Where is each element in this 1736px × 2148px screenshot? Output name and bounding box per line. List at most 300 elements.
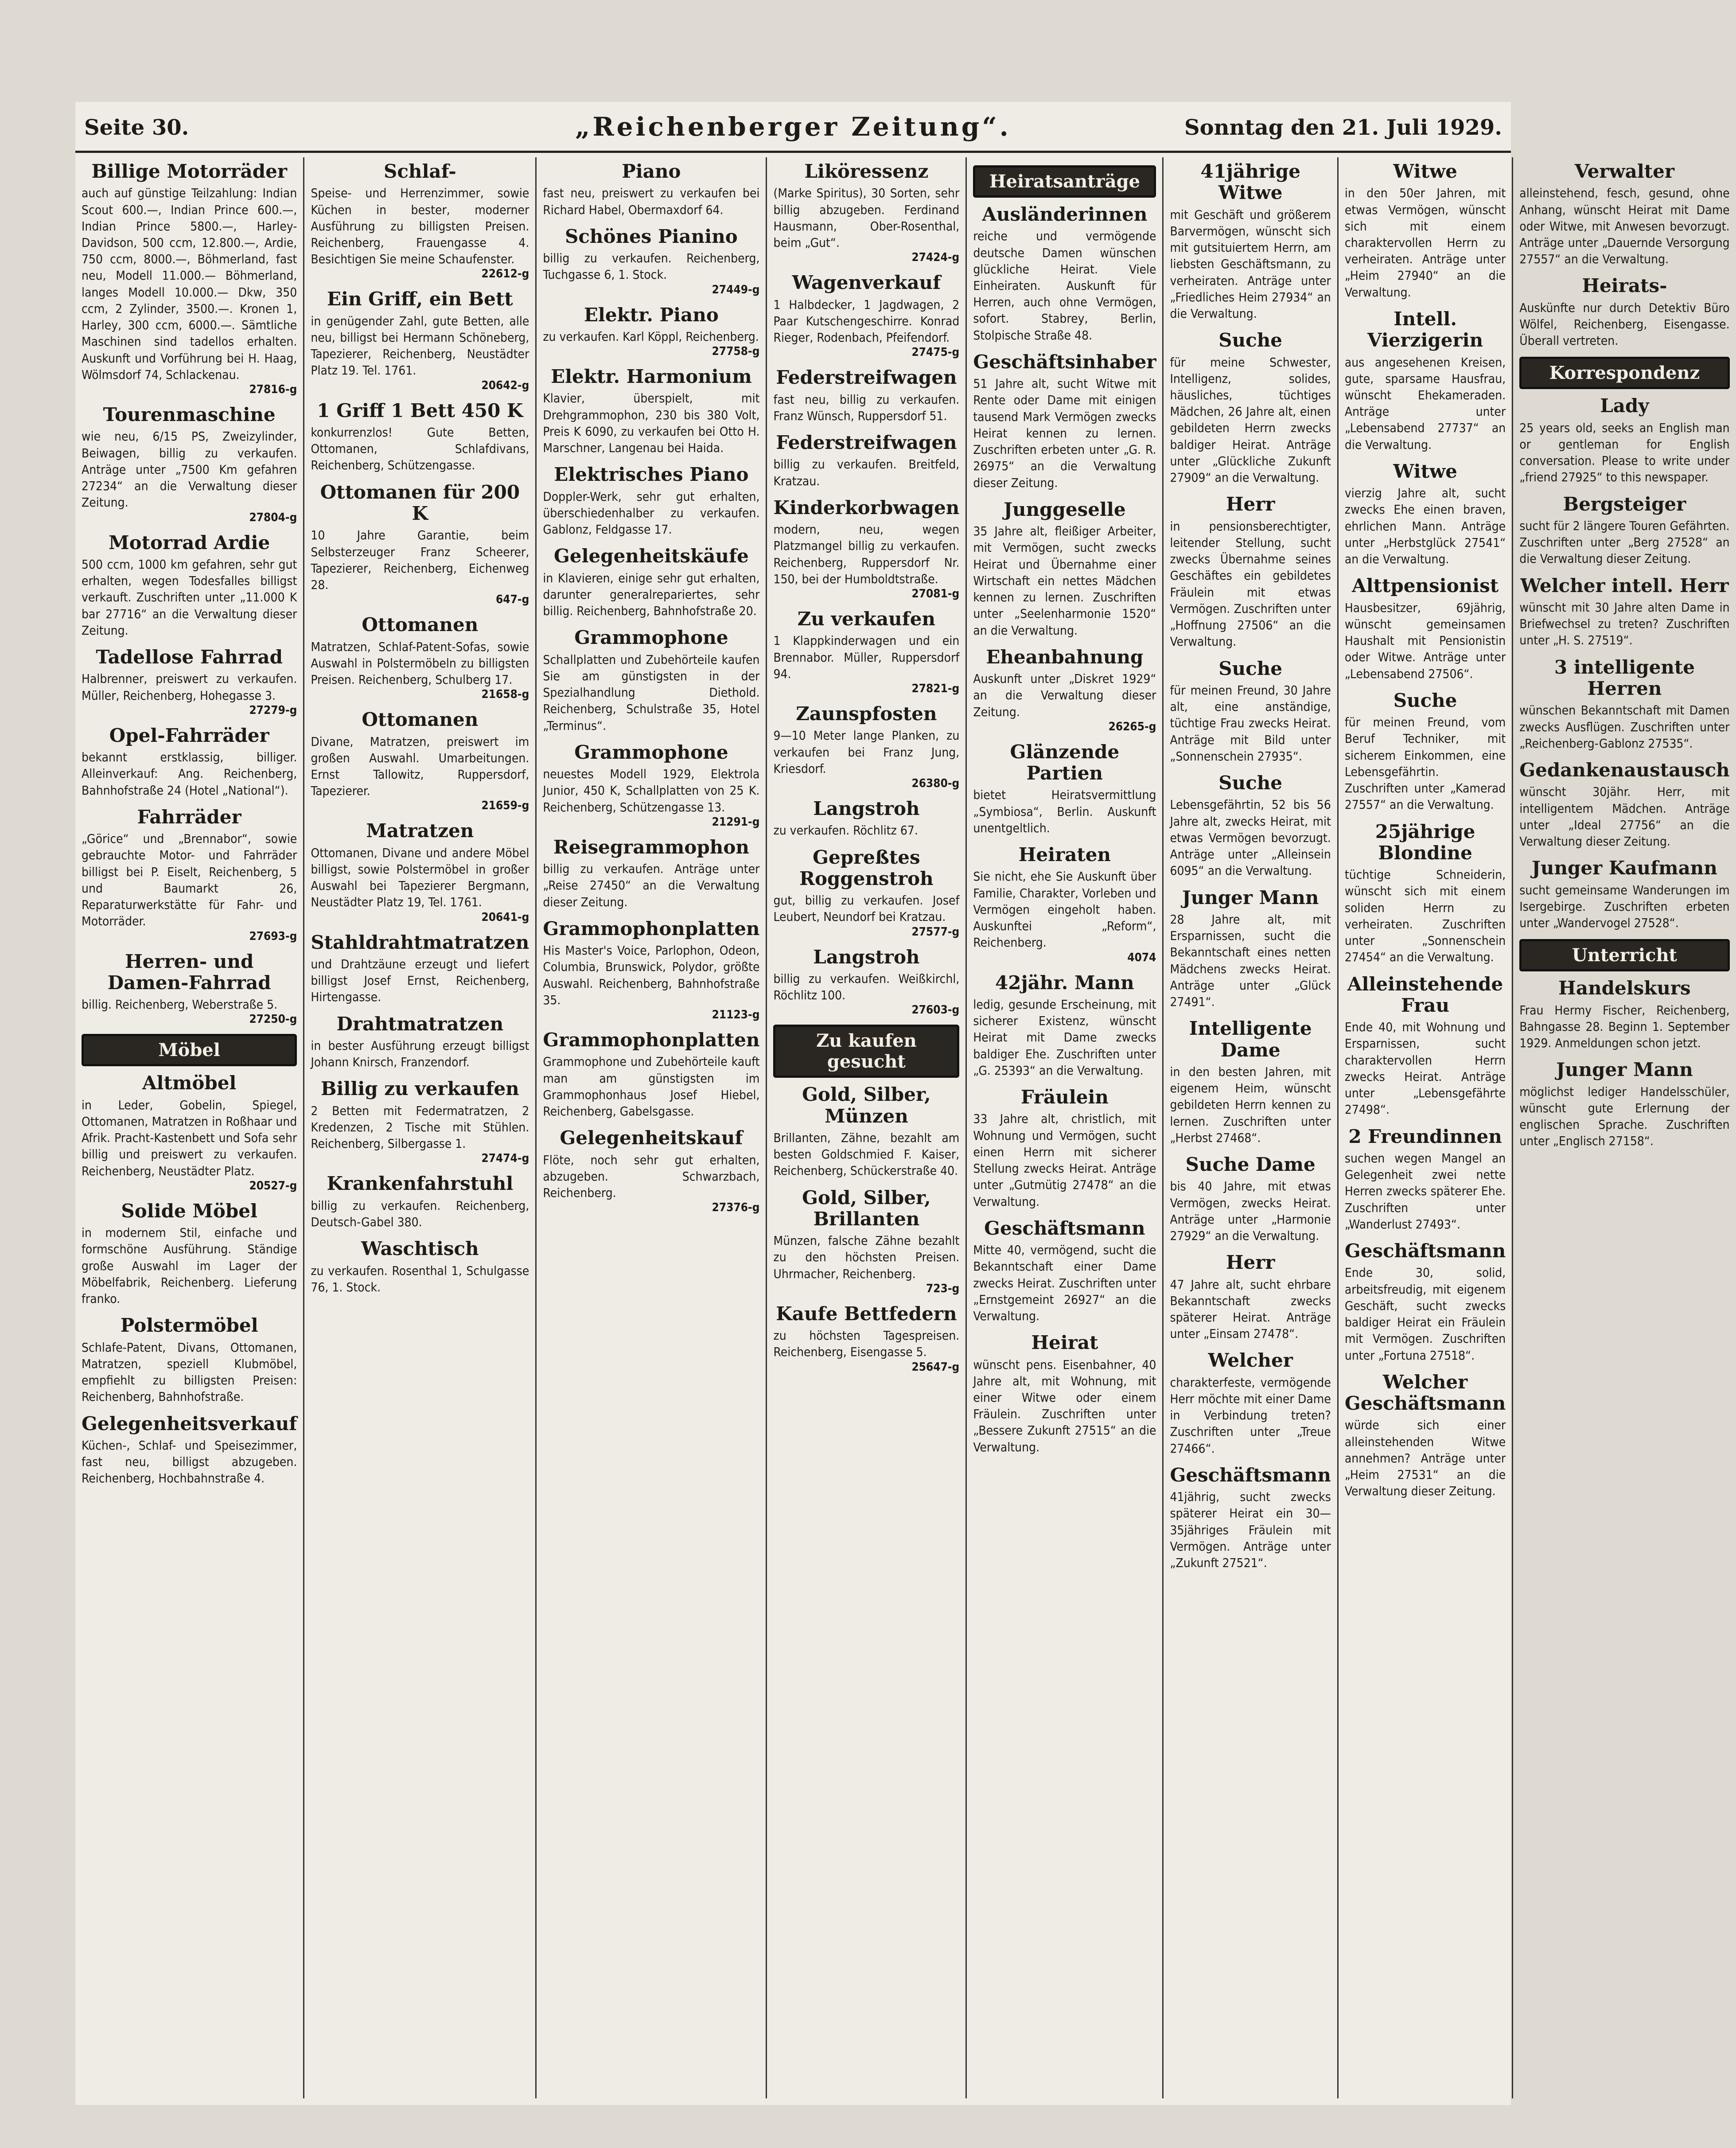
ad-heading: Fahrräder — [137, 806, 241, 828]
ad-body: modern, neu, wegen Platzmangel billig zu verkaufen. Reichenberg, Ruppersdorf Nr. 150, bei der Humboldtstraße. — [773, 522, 960, 586]
ad-body: billig zu verkaufen. Reichenberg, Deutsch-Gabel 380. — [311, 1198, 529, 1229]
ad-body: Ottomanen, Divane und andere Möbel billigst, sowie Polstermöbel in großer Auswahl bei Tapezierer Bergmann, Neustädter Platz 19, Tel. 1761. — [311, 845, 529, 910]
ad-body: wünscht mit 30 Jahre alten Dame in Briefwechsel zu treten? Zuschriften unter „H. S. 27519“. — [1519, 600, 1730, 648]
ad-heading: Motorrad Ardie — [109, 531, 270, 554]
ad-heading: 42jähr. Mann — [995, 971, 1134, 994]
classified-ad — [1519, 978, 1729, 1051]
ad-columns — [75, 157, 1730, 2098]
ad-heading: Altmöbel — [142, 1072, 237, 1094]
ad-body: 51 Jahre alt, sucht Witwe mit Rente oder Dame mit einigen tausend Mark Vermögen zwecks Heirat kennen zu lernen. Zuschriften erbeten unter „G. R. 26975“ an die Verwaltung dieser Zeitung. — [973, 376, 1156, 490]
classified-ad — [973, 1087, 1156, 1210]
ad-heading: Bergsteiger — [1563, 493, 1686, 515]
classified-ad — [1170, 494, 1331, 650]
ad-body: 9—10 Meter lange Planken, zu verkaufen bei Franz Jung, Kriesdorf. — [773, 728, 960, 776]
classified-ad — [543, 627, 759, 733]
ad-code: 27804-g — [249, 511, 297, 524]
ad-code: 26380-g — [911, 777, 960, 790]
ad-code: 21658-g — [481, 688, 529, 702]
ad-heading: Schlaf- — [384, 160, 456, 182]
ad-body: mit Geschäft und größerem Barvermögen, wünscht sich mit gutsituiertem Herrn, am liebsten Geschäftsmann, zu verheiraten. Anträge unter „Friedliches Heim 27934“ an die Verwaltung. — [1170, 207, 1331, 321]
ad-body: in genügender Zahl, gute Betten, alle neu, billigst bei Hermann Schöneberg, Tapezierer, Reichenberg, Neustädter Platz 19. Tel. 1761. — [311, 313, 529, 378]
ad-heading: Elektrisches Piano — [554, 464, 749, 486]
classified-ad — [543, 226, 759, 296]
classified-ad — [543, 304, 759, 359]
ad-heading: Ausländerinnen — [982, 203, 1148, 225]
ad-heading: Krankenfahrstuhl — [327, 1173, 514, 1195]
ad-heading: Alleinstehende Frau — [1347, 973, 1503, 1016]
classified-ad — [1170, 1350, 1331, 1456]
ad-code: 27816-g — [249, 383, 297, 397]
ad-heading: Tourenmaschine — [103, 404, 276, 426]
ad-body: Flöte, noch sehr gut erhalten, abzugeben. Schwarzbach, Reichenberg. — [543, 1152, 760, 1200]
classified-ad — [1519, 494, 1729, 567]
ad-body: Halbrenner, preiswert zu verkaufen. Müller, Reichenberg, Hohegasse 3. — [82, 671, 297, 703]
ad-body: 41jährig, sucht zwecks späterer Heirat ein 30—35jähriges Fräulein mit Vermögen. Anträge unter „Zukunft 27521“. — [1170, 1489, 1331, 1571]
ad-code: 20642-g — [481, 378, 529, 392]
classified-ad — [1170, 887, 1331, 1010]
column-3 — [537, 157, 767, 2098]
ad-body: 28 Jahre alt, mit Ersparnissen, sucht die Bekanntschaft eines netten Mädchens zwecks Heirat. Anträge unter „Glück 27491“. — [1170, 912, 1331, 1009]
classified-ad — [1170, 1252, 1331, 1342]
ad-body: wünscht pens. Eisenbahner, 40 Jahre alt, mit Wohnung, mit einer Witwe oder einem Fräulein. Zuschriften unter „Bessere Zukunft 27515“ an die Verwaltung. — [973, 1357, 1156, 1454]
ad-heading: Gepreßtes Roggenstroh — [799, 846, 934, 889]
ad-heading: Grammophonplatten — [543, 917, 760, 940]
ad-code: 723-g — [926, 1282, 960, 1295]
ad-heading: Glänzende Partien — [1010, 741, 1120, 784]
ad-body: in den besten Jahren, mit eigenem Heim, wünscht gebildeten Herrn kennen zu lernen. Zuschriften unter „Herbst 27468“. — [1170, 1064, 1331, 1145]
ad-body: Klavier, überspielt, mit Drehgrammophon, 230 bis 380 Volt, Preis K 6090, zu verkaufen bei Otto H. Marschner, Langenau bei Haida. — [543, 391, 760, 456]
ad-heading: Verwalter — [1574, 160, 1675, 182]
ad-code: 21659-g — [481, 799, 529, 813]
ad-code: 27081-g — [911, 587, 960, 600]
ad-body: Lebensgefährtin, 52 bis 56 Jahre alt, zwecks Heirat, mit etwas Vermögen bevorzugt. Anträge unter „Alleinsein 6095“ an die Verwaltung. — [1170, 797, 1331, 878]
ad-code: 647-g — [496, 593, 529, 607]
ad-body: zu verkaufen. Rosenthal 1, Schulgasse 76, 1. Stock. — [311, 1263, 529, 1294]
classified-ad — [1345, 1372, 1506, 1500]
classified-ad — [773, 798, 959, 839]
ad-heading: Ein Griff, ein Bett — [327, 288, 513, 310]
ad-heading: Stahldrahtmatratzen — [311, 931, 529, 953]
classified-ad — [1170, 1465, 1331, 1571]
classified-ad — [311, 709, 529, 812]
newspaper-page — [75, 102, 1730, 2105]
ad-heading: Billig zu verkaufen — [320, 1078, 519, 1100]
ad-code: 27279-g — [249, 703, 297, 717]
classified-ad — [1519, 1059, 1729, 1149]
ad-code: 21291-g — [712, 815, 760, 829]
ad-body: Auskünfte nur durch Detektiv Büro Wölfel, Reichenberg, Eisengasse. Überall vertreten. — [1519, 300, 1730, 348]
classified-ad — [1519, 395, 1729, 485]
classified-ad — [1345, 690, 1506, 813]
ad-body: wünscht 30jähr. Herr, mit intelligentem Mädchen. Anträge unter „Ideal 27756“ an die Verwaltung dieser Zeitung. — [1519, 784, 1730, 849]
ad-heading: Geschäftsinhaber — [973, 351, 1156, 373]
ad-heading: Suche — [1218, 329, 1282, 351]
classified-ad — [311, 482, 529, 607]
classified-ad — [1519, 657, 1729, 752]
ad-heading: Suche — [1393, 689, 1457, 711]
ad-body: neuestes Modell 1929, Elektrola Junior, 450 K, Schallplatten von 25 K. Reichenberg, Schützengasse 13. — [543, 767, 760, 815]
ad-body: vierzig Jahre alt, sucht zwecks Ehe einen braven, ehrlichen Mann. Anträge unter „Herbstglück 27541“ an die Verwaltung. — [1344, 486, 1506, 567]
classified-ad — [1345, 1126, 1506, 1232]
ad-code: 4074 — [1127, 951, 1156, 964]
ad-heading: Schönes Pianino — [565, 225, 738, 247]
ad-body: alleinstehend, fesch, gesund, ohne Anhang, wünscht Heirat mit Dame oder Witwe, mit Anwesen bevorzugt. Anträge unter „Dauernde Versorgung 27557“ an die Verwaltung. — [1519, 186, 1730, 267]
classified-ad — [973, 1332, 1156, 1455]
column-4 — [767, 157, 967, 2098]
classified-ad — [1170, 1154, 1331, 1244]
classified-ad — [82, 951, 297, 1026]
ad-heading: Drahtmatratzen — [336, 1013, 504, 1035]
classified-ad — [1519, 760, 1729, 850]
classified-ad — [773, 497, 959, 600]
ad-body: auch auf günstige Teilzahlung: Indian Scout 600.—, Indian Prince 600.—, Indian Prince 5800.—, Harley-Davidson, 500 ccm, 12.800.—, Ardie, 750 ccm, 8000.—, Böhmerland, fast neu, Modell 11.000.— Böhmerland, langes Modell 10.000.— Dkw, 350 ccm, 2 Zylinder, 3500.—. Kronen 1, Harley, 300 ccm, 6000.—. Sämtliche Maschinen sind tadellos erhalten. Auskunft und Vorführung bei H. Haag, Wölmsdorf 74, Schlackenau. — [82, 186, 297, 382]
ad-body: billig zu verkaufen. Weißkirchl, Röchlitz 100. — [773, 971, 960, 1003]
ad-heading: Geschäftsmann — [1344, 1240, 1506, 1262]
ad-code: 27821-g — [911, 682, 960, 695]
ad-body: würde sich einer alleinstehenden Witwe annehmen? Anträge unter „Heim 27531“ an die Verwaltung dieser Zeitung. — [1344, 1418, 1506, 1499]
ad-heading: Heirats- — [1582, 275, 1667, 297]
ad-body: Schallplatten und Zubehörteile kaufen Sie am günstigsten in der Spezialhandlung Diethold. Reichenberg, Schulstraße 35, Hotel „Terminus“. — [543, 652, 760, 733]
ad-body: Speise- und Herrenzimmer, sowie Küchen in bester, moderner Ausführung zu billigsten Preisen. Reichenberg, Frauengasse 4. Besichtigen Sie meine Schaufenster. — [311, 186, 529, 267]
ad-heading: 3 intelligente Herren — [1554, 656, 1695, 699]
masthead — [75, 102, 1511, 153]
ad-body: Mitte 40, vermögend, sucht die Bekanntschaft einer Dame zwecks Heirat. Zuschriften unter „Ernstgemeint 26927“ an die Verwaltung. — [973, 1243, 1156, 1323]
ad-body: billig zu verkaufen. Anträge unter „Reise 27450“ an die Verwaltung dieser Zeitung. — [543, 862, 760, 909]
ad-heading: Wagenverkauf — [792, 272, 941, 294]
classified-ad — [973, 499, 1156, 639]
ad-body: billig zu verkaufen. Breitfeld, Kratzau. — [773, 457, 960, 488]
ad-heading: Gedankenaustausch — [1519, 759, 1730, 781]
classified-ad — [311, 161, 529, 281]
ad-heading: 1 Griff 1 Bett 450 K — [317, 399, 523, 421]
classified-ad — [543, 1029, 759, 1119]
ad-code: 20527-g — [249, 1179, 297, 1193]
ad-body: sucht gemeinsame Wanderungen im Isergebirge. Zuschriften erbeten unter „Wandervogel 27528“. — [1519, 882, 1730, 930]
ad-heading: Junger Kaufmann — [1532, 857, 1717, 879]
section-header-unterricht: Unterricht — [1519, 939, 1729, 971]
ad-code: 25647-g — [911, 1360, 960, 1374]
classified-ad — [773, 367, 959, 424]
ad-body: zu höchsten Tagespreisen. Reichenberg, Eisengasse 5. — [773, 1328, 960, 1360]
classified-ad — [311, 400, 529, 474]
ad-body: in modernem Stil, einfache und formschöne Ausführung. Ständige große Auswahl im Lager der Möbelfabrik, Reichenberg. Lieferung franko. — [82, 1225, 297, 1306]
ad-heading: Elektr. Harmonium — [551, 366, 752, 388]
ad-body: Ende 30, solid, arbeitsfreudig, mit eigenem Geschäft, sucht zwecks baldiger Heirat ein Fräulein mit Vermögen. Zuschriften unter „Fortuna 27518“. — [1344, 1265, 1506, 1363]
classified-ad — [773, 1187, 959, 1295]
ad-heading: Gold, Silber, Brillanten — [802, 1186, 931, 1230]
ad-body: charakterfeste, vermögende Herr möchte mit einer Dame in Verbindung treten? Zuschriften unter „Treue 27466“. — [1170, 1375, 1331, 1456]
ad-body: Doppler-Werk, sehr gut erhalten, überschiedenhalber zu verkaufen. Gablonz, Feldgasse 17. — [543, 489, 760, 537]
classified-ad — [973, 844, 1156, 964]
ad-heading: Tadellose Fahrrad — [96, 646, 283, 668]
classified-ad — [1519, 858, 1729, 931]
ad-body: ledig, gesunde Erscheinung, mit sicherer Existenz, wünscht Heirat mit Dame zwecks baldiger Ehe. Zuschriften unter „G. 25393“ an die Verwaltung. — [973, 997, 1156, 1078]
ad-code: 27475-g — [911, 346, 960, 359]
ad-code: 27424-g — [911, 251, 960, 265]
ad-heading: Intell. Vierzigerin — [1367, 308, 1483, 351]
section-header-heiratsantraege: Heiratsanträge — [973, 165, 1156, 198]
classified-ad — [543, 366, 759, 456]
classified-ad — [973, 972, 1156, 1079]
classified-ad — [973, 741, 1156, 836]
ad-heading: Witwe — [1393, 160, 1457, 182]
classified-ad — [311, 288, 529, 392]
ad-heading: Alttpensionist — [1352, 575, 1499, 597]
ad-heading: Grammophone — [574, 741, 728, 763]
classified-ad — [82, 1315, 297, 1405]
ad-heading: Junggeselle — [1004, 498, 1126, 520]
ad-body: wünschen Bekanntschaft mit Damen zwecks Ausflügen. Zuschriften unter „Reichenberg-Gablonz 27535“. — [1519, 703, 1730, 751]
classified-ad — [773, 947, 959, 1017]
ad-heading: Grammophonplatten — [543, 1029, 760, 1051]
ad-heading: Welcher Geschäftsmann — [1344, 1371, 1506, 1415]
ad-body: in den 50er Jahren, mit etwas Vermögen, wünscht sich mit einem charaktervollen Herrn zu verheiraten. Anträge unter „Heim 27940“ an die Verwaltung. — [1344, 186, 1506, 300]
classified-ad — [1345, 974, 1506, 1118]
ad-code: 26265-g — [1108, 720, 1156, 733]
ad-code: 27250-g — [249, 1013, 297, 1026]
ad-body: reiche und vermögende deutsche Damen wünschen glückliche Heirat. Viele Einheiraten. Auskunft für Herren, auch ohne Vermögen, sofort. Stabrey, Berlin, Stolpische Straße 48. — [973, 229, 1156, 343]
classified-ad — [82, 725, 297, 799]
ad-heading: Gelegenheitsverkauf — [82, 1412, 297, 1435]
ad-heading: Ottomanen — [362, 709, 479, 731]
column-8 — [1513, 157, 1736, 2098]
classified-ad — [773, 703, 959, 790]
classified-ad — [82, 1072, 297, 1192]
classified-ad — [311, 932, 529, 1006]
ad-body: 10 Jahre Garantie, beim Selbsterzeuger Franz Scheerer, Tapezierer, Reichenberg, Eichenweg 28. — [311, 528, 529, 592]
ad-heading: Gelegenheitskäufe — [554, 545, 749, 567]
ad-body: bekannt erstklassig, billiger. Alleinverkauf: Ang. Reichenberg, Bahnhofstraße 24 (Hotel „National“). — [82, 750, 297, 798]
classified-ad — [311, 1238, 529, 1295]
column-6 — [1164, 157, 1338, 2098]
classified-ad — [1345, 161, 1506, 300]
ad-heading: Federstreifwagen — [776, 432, 957, 453]
ad-heading: Billige Motorräder — [91, 160, 287, 182]
classified-ad — [311, 1173, 529, 1230]
ad-body: sucht für 2 längere Touren Gefährten. Zuschriften unter „Berg 27528“ an die Verwaltung dieser Zeitung. — [1519, 518, 1730, 566]
classified-ad — [82, 161, 297, 396]
ad-heading: 2 Freundinnen — [1348, 1125, 1502, 1147]
ad-heading: Piano — [622, 160, 681, 182]
ad-body: Küchen-, Schlaf- und Speisezimmer, fast neu, billigst abzugeben. Reichenberg, Hochbahnstraße 4. — [82, 1438, 297, 1486]
ad-heading: Lady — [1600, 395, 1649, 417]
classified-ad — [311, 1078, 529, 1165]
classified-ad — [82, 532, 297, 639]
ad-body: bietet Heiratsvermittlung „Symbiosa“, Berlin. Auskunft unentgeltlich. — [973, 787, 1156, 835]
ad-heading: Opel-Fahrräder — [109, 724, 269, 746]
ad-heading: Herr — [1226, 493, 1275, 515]
ad-body: in Klavieren, einige sehr gut erhalten, darunter generalrepariertes, sehr billig. Reichenberg, Bahnhofstraße 20. — [543, 570, 760, 619]
classified-ad — [543, 742, 759, 829]
classified-ad — [773, 432, 959, 489]
ad-body: suchen wegen Mangel an Gelegenheit zwei nette Herren zwecks späterer Ehe. Zuschriften unter „Wanderlust 27493“. — [1344, 1150, 1506, 1232]
classified-ad — [773, 1084, 959, 1179]
classified-ad — [543, 1127, 759, 1214]
classified-ad — [543, 546, 759, 619]
ad-body: in Leder, Gobelin, Spiegel, Ottomanen, Matratzen in Roßhaar und Afrik. Pracht-Kastenbett und Sofa sehr billig und preiswert zu verkaufen. Reichenberg, Neustädter Platz. — [82, 1097, 297, 1178]
ad-heading: Reisegrammophon — [553, 836, 749, 858]
ad-heading: Eheanbahnung — [986, 646, 1144, 668]
ad-heading: Suche Dame — [1185, 1153, 1316, 1175]
classified-ad — [1170, 161, 1331, 322]
ad-body: Divane, Matratzen, preiswert im großen Auswahl. Umarbeitungen. Ernst Tallowitz, Ruppersdorf, Tapezierer. — [311, 734, 529, 799]
ad-body: bis 40 Jahre, mit etwas Vermögen, zwecks Heirat. Anträge unter „Harmonie 27929“ an die Verwaltung. — [1170, 1179, 1331, 1243]
classified-ad — [1519, 161, 1729, 267]
ad-code: 27474-g — [481, 1152, 529, 1166]
classified-ad — [82, 1413, 297, 1487]
ad-body: für meine Schwester, Intelligenz, solides, häusliches, tüchtiges Mädchen, 26 Jahre alt, einen gebildeten Herrn zwecks baldiger Heirat. Anträge unter „Glückliche Zukunft 27909“ an die Verwaltung. — [1170, 355, 1331, 485]
ad-body: Matratzen, Schlaf-Patent-Sofas, sowie Auswahl in Polstermöbeln zu billigsten Preisen. Reichenberg, Schulberg 17. — [311, 639, 529, 687]
classified-ad — [1345, 821, 1506, 966]
ad-body: Frau Hermy Fischer, Reichenberg, Bahngasse 28. Beginn 1. September 1929. Anmeldungen schon jetzt. — [1519, 1002, 1730, 1050]
ad-heading: Junger Mann — [1556, 1059, 1693, 1081]
ad-body: aus angesehenen Kreisen, gute, sparsame Hausfrau, wünscht Ehekameraden. Anträge unter „Lebensabend 27737“ an die Verwaltung. — [1344, 355, 1506, 452]
ad-body: 1 Halbdecker, 1 Jagdwagen, 2 Paar Kutschengeschirre. Konrad Rieger, Rodenbach, Pfeifendorf. — [773, 297, 960, 345]
classified-ad — [1170, 1018, 1331, 1146]
ad-code: 27693-g — [249, 929, 297, 943]
ad-body: 25 years old, seeks an English man or gentleman for English conversation. Please to write under „friend 27925“ to this newspaper. — [1519, 420, 1730, 485]
classified-ad — [1170, 772, 1331, 879]
classified-ad — [82, 404, 297, 524]
ad-body: Brillanten, Zähne, bezahlt am besten Goldschmied F. Kaiser, Reichenberg, Schückerstraße 40. — [773, 1130, 960, 1178]
ad-heading: Geschäftsmann — [1170, 1464, 1331, 1486]
ad-code: 27376-g — [712, 1201, 760, 1215]
ad-body: Sie nicht, ehe Sie Auskunft über Familie, Charakter, Vorleben und Vermögen eingeholt haben. Auskunftei „Reform“, Reichenberg. — [973, 869, 1156, 950]
classified-ad — [543, 918, 759, 1021]
classified-ad — [773, 608, 959, 695]
classified-ad — [1170, 330, 1331, 486]
ad-body: 47 Jahre alt, sucht ehrbare Bekanntschaft zwecks späterer Heirat. Anträge unter „Einsam 27478“. — [1170, 1277, 1331, 1341]
ad-code: 27449-g — [712, 283, 760, 296]
ad-heading: Intelligente Dame — [1189, 1017, 1312, 1061]
classified-ad — [311, 1014, 529, 1071]
column-7 — [1339, 157, 1513, 2098]
ad-heading: 41jährige Witwe — [1200, 160, 1300, 204]
classified-ad — [973, 647, 1156, 733]
ad-body: gut, billig zu verkaufen. Josef Leubert, Neundorf bei Kratzau. — [773, 893, 960, 924]
ad-heading: Junger Mann — [1182, 886, 1319, 908]
ad-body: zu verkaufen. Karl Köppl, Reichenberg. — [543, 329, 759, 344]
ad-heading: Gelegenheitskauf — [560, 1127, 743, 1149]
ad-heading: Waschtisch — [361, 1238, 479, 1260]
section-header-zu-kaufen-gesucht: Zu kaufen gesucht — [773, 1025, 959, 1078]
classified-ad — [1345, 308, 1506, 453]
ad-body: konkurrenzlos! Gute Betten, Ottomanen, Schlafdivans, Reichenberg, Schützengasse. — [311, 425, 529, 473]
ad-code: 20641-g — [481, 910, 529, 924]
classified-ad — [543, 837, 759, 910]
classified-ad — [773, 847, 959, 939]
classified-ad — [1345, 461, 1506, 567]
ad-heading: Polstermöbel — [120, 1314, 258, 1337]
classified-ad — [82, 1201, 297, 1307]
ad-body: Schlafe-Patent, Divans, Ottomanen, Matratzen, speziell Klubmöbel, empfiehlt zu billigsten Preisen: Reichenberg, Bahnhofstraße. — [82, 1340, 297, 1404]
column-1 — [75, 157, 304, 2098]
classified-ad — [773, 1303, 959, 1374]
ad-heading: Geschäftsmann — [984, 1217, 1145, 1239]
classified-ad — [1519, 275, 1729, 349]
ad-heading: Heirat — [1031, 1332, 1098, 1354]
ad-body: 500 ccm, 1000 km gefahren, sehr gut erhalten, wegen Todesfalles billigst verkauft. Zuschriften unter „11.000 K bar 27716“ an die Verwaltung dieser Zeitung. — [82, 557, 297, 638]
ad-body: Münzen, falsche Zähne bezahlt zu den höchsten Preisen. Uhrmacher, Reichenberg. — [773, 1233, 960, 1281]
ad-heading: Heiraten — [1018, 844, 1111, 866]
classified-ad — [973, 1218, 1156, 1324]
ad-heading: Welcher — [1208, 1349, 1293, 1372]
ad-body: möglichst lediger Handelsschüler, wünscht gute Erlernung der englischen Sprache. Zuschriften unter „Englisch 27158“. — [1519, 1084, 1730, 1149]
classified-ad — [82, 647, 297, 717]
classified-ad — [311, 820, 529, 924]
ad-body: His Master's Voice, Parlophon, Odeon, Columbia, Brunswick, Polydor, größte Auswahl. Reichenberg, Bahnhofstraße 35. — [543, 943, 760, 1007]
ad-body: 33 Jahre alt, christlich, mit Wohnung und Vermögen, sucht einen Herrn mit sicherer Stellung zwecks Heirat. Anträge unter „Gutmütig 27478“ an die Verwaltung. — [973, 1111, 1156, 1209]
classified-ad — [1170, 658, 1331, 764]
page-number: Seite 30. — [84, 115, 189, 140]
column-5 — [967, 157, 1164, 2098]
classified-ad — [1519, 575, 1729, 649]
ad-heading: Federstreifwagen — [776, 366, 957, 389]
classified-ad — [543, 464, 759, 538]
ad-heading: Langstroh — [813, 798, 920, 819]
ad-heading: Ottomanen — [362, 614, 479, 636]
ad-code: 21123-g — [712, 1008, 760, 1021]
ad-body: billig zu verkaufen. Reichenberg, Tuchgasse 6, 1. Stock. — [543, 251, 760, 282]
ad-heading: Kinderkorbwagen — [773, 496, 960, 518]
ad-code: 27577-g — [911, 925, 960, 939]
classified-ad — [82, 807, 297, 943]
ad-body: fast neu, preiswert zu verkaufen bei Richard Habel, Obermaxdorf 64. — [543, 186, 760, 217]
ad-heading: Zu verkaufen — [797, 608, 936, 630]
ad-heading: Grammophone — [574, 627, 728, 649]
ad-heading: Fräulein — [1020, 1086, 1109, 1108]
ad-heading: Ottomanen für 200 K — [320, 481, 520, 524]
ad-body: und Drahtzäune erzeugt und liefert billigst Josef Ernst, Reichenberg, Hirtengasse. — [311, 957, 529, 1005]
ad-body: fast neu, billig zu verkaufen. Franz Wünsch, Ruppersdorf 51. — [773, 392, 960, 423]
section-header-moebel: Möbel — [82, 1034, 297, 1066]
ad-body: billig. Reichenberg, Weberstraße 5. — [82, 997, 278, 1012]
issue-date: Sonntag den 21. Juli 1929. — [1184, 115, 1502, 140]
classified-ad — [973, 204, 1156, 343]
classified-ad — [311, 614, 529, 701]
ad-heading: Zaunspfosten — [796, 703, 937, 725]
ad-heading: Suche — [1218, 772, 1282, 794]
ad-heading: Elektr. Piano — [584, 304, 719, 326]
classified-ad — [543, 161, 759, 218]
ad-body: für meinen Freund, 30 Jahre alt, eine anständige, tüchtige Frau zwecks Heirat. Anträge mit Bild unter „Sonnenschein 27935“. — [1170, 682, 1331, 764]
ad-heading: Kaufe Bettfedern — [776, 1302, 957, 1325]
ad-body: Grammophone und Zubehörteile kauft man am günstigsten im Grammophonhaus Josef Hiebel, Reichenberg, Gabelsgasse. — [543, 1054, 760, 1119]
ad-body: Hausbesitzer, 69jährig, wünscht gemeinsamen Haushalt mit Pensionistin oder Witwe. Anträge unter „Lebensabend 27506“. — [1344, 600, 1506, 681]
ad-heading: Herr — [1226, 1251, 1275, 1274]
ad-heading: Herren- und Damen-Fahrrad — [107, 950, 271, 994]
ad-heading: Liköressenz — [804, 160, 929, 182]
ad-code: 27603-g — [911, 1003, 960, 1017]
ad-body: in bester Ausführung erzeugt billigst Johann Knirsch, Franzendorf. — [311, 1038, 529, 1070]
ad-body: in pensionsberechtigter, leitender Stellung, sucht zwecks Übernahme seines Geschäftes ein gebildetes Fräulein mit etwas Vermögen. Zuschriften unter „Hoffnung 27506“ an die Verwaltung. — [1170, 518, 1331, 649]
classified-ad — [773, 161, 959, 264]
ad-body: 1 Klappkinderwagen und ein Brennabor. Müller, Ruppersdorf 94. — [773, 633, 960, 681]
ad-code: 27758-g — [712, 345, 760, 359]
ad-heading: Solide Möbel — [121, 1200, 257, 1222]
classified-ad — [973, 351, 1156, 491]
ad-code: 22612-g — [481, 267, 529, 281]
newspaper-title: „Reichenberger Zeitung“. — [575, 112, 1011, 142]
ad-body: 35 Jahre alt, fleißiger Arbeiter, mit Vermögen, sucht zwecks Heirat und Übernahme einer Wirtschaft ein nettes Mädchen kennen zu lernen. Zuschriften unter „Seelenharmonie 1520“ an die Verwaltung. — [973, 524, 1156, 638]
ad-heading: Gold, Silber, Münzen — [802, 1084, 931, 1127]
ad-body: zu verkaufen. Röchlitz 67. — [773, 823, 918, 838]
ad-heading: Suche — [1218, 657, 1282, 679]
ad-body: tüchtige Schneiderin, wünscht sich mit einem soliden Herrn zu verheiraten. Zuschriften unter „Sonnenschein 27454“ an die Verwaltung. — [1344, 867, 1506, 965]
classified-ad — [1345, 1240, 1506, 1364]
ad-heading: Witwe — [1393, 460, 1457, 482]
ad-body: Auskunft unter „Diskret 1929“ an die Verwaltung dieser Zeitung. — [973, 671, 1156, 719]
